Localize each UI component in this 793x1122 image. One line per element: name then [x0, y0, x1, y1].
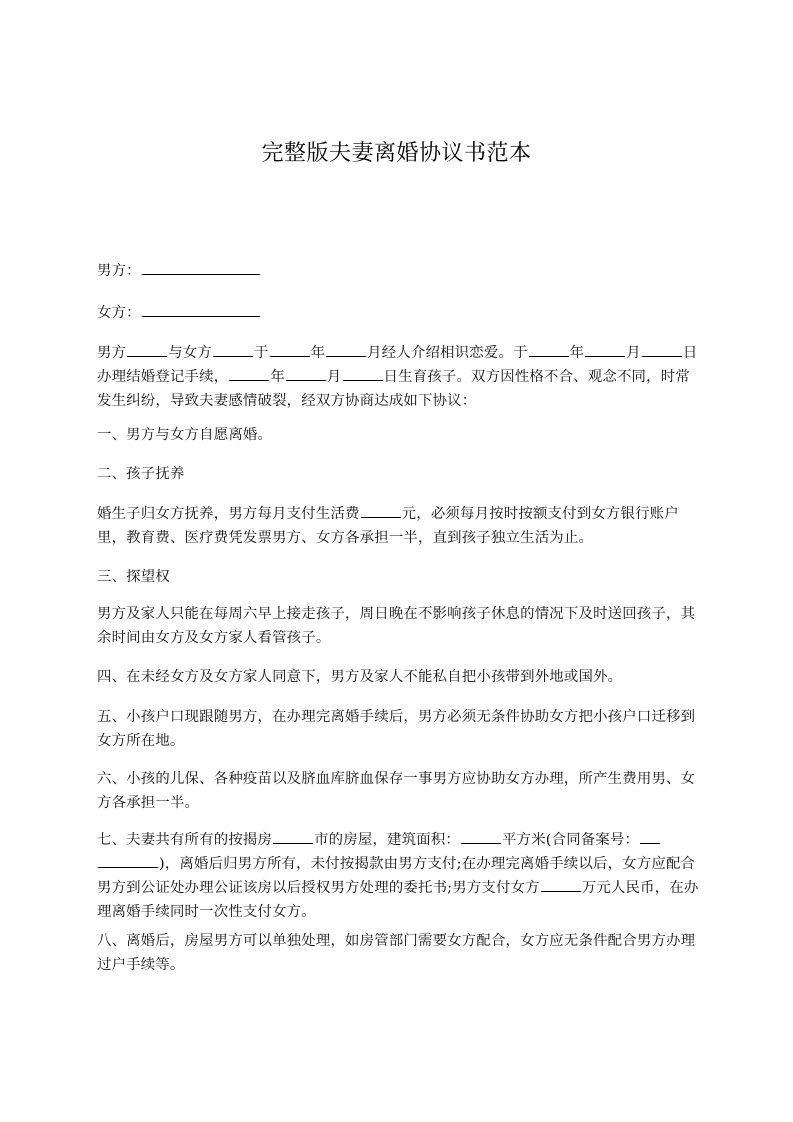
party-female-line	[97, 301, 699, 325]
clause-text: )，离婚后归男方所有，未付按揭款由男方支付;在办理完离婚手续以后，女方应配合男方到公证处办理公证该房以后授权男方处理的委托书;男方支付女方	[97, 856, 696, 896]
clause-8: 八、离婚后，房屋男方可以单独处理，如房管部门需要女方配合，女方应无条件配合男方办理过户手续等。	[97, 933, 696, 973]
intro-text: 于	[253, 345, 269, 361]
clause-3-heading: 三、探望权	[97, 569, 170, 585]
blank-field[interactable]	[326, 341, 366, 357]
intro-text: 与女方	[168, 345, 212, 361]
intro-text: 年	[310, 345, 326, 361]
blank-field[interactable]	[640, 828, 660, 844]
intro-text: 年	[270, 369, 285, 385]
blank-field[interactable]	[273, 828, 313, 844]
clause-5: 五、小孩户口现跟随男方，在办理完离婚手续后，男方必须无条件协助女方把小孩户口迁移到女方所在地。	[97, 709, 696, 749]
blank-field[interactable]	[461, 828, 501, 844]
clause-text: 万元人民币，在办理离婚手续同时一次性支付女方。	[97, 880, 699, 920]
intro-text: 日办理结婚登记手续，	[97, 345, 698, 385]
party-male-label: 男方：	[97, 263, 141, 279]
blank-field[interactable]	[343, 365, 383, 381]
blank-field[interactable]	[585, 341, 625, 357]
clause-7	[97, 828, 699, 924]
intro-text: 月	[626, 345, 641, 361]
blank-field[interactable]	[127, 341, 167, 357]
party-female-label: 女方：	[97, 305, 141, 321]
clause-text: 元，必须每月按时按额支付到女方银行账户里，教育费、医疗费凭发票男方、女方各承担一半，直到孩子独立生活为止。	[97, 506, 679, 546]
blank-field[interactable]	[229, 365, 269, 381]
blank-field[interactable]	[98, 852, 158, 868]
intro-paragraph	[97, 341, 699, 413]
blank-field[interactable]	[270, 341, 310, 357]
blank-field[interactable]	[541, 876, 581, 892]
clause-text: 平方米(合同备案号：	[502, 832, 640, 848]
blank-field[interactable]	[213, 341, 253, 357]
clause-1: 一、男方与女方自愿离婚。	[97, 427, 273, 443]
party-male-line	[97, 259, 699, 283]
intro-text: 日生育孩子。双方因性格不合、观念不同，时常发生纠纷，导致夫妻感情破裂，经双方协商达成如下协议：	[97, 369, 690, 409]
party-female-blank[interactable]	[142, 301, 260, 317]
clause-text: 七、夫妻共有所有的按揭房	[97, 832, 273, 848]
clause-2-heading: 二、孩子抚养	[97, 466, 185, 482]
intro-text: 年	[569, 345, 585, 361]
document-title: 完整版夫妻离婚协议书范本	[261, 141, 532, 166]
blank-field[interactable]	[529, 341, 569, 357]
intro-text: 月	[326, 369, 342, 385]
blank-field[interactable]	[642, 341, 682, 357]
clause-text: 婚生子归女方抚养，男方每月支付生活费	[97, 506, 360, 522]
blank-field[interactable]	[361, 502, 401, 518]
intro-text: 月经人介绍相识恋爱。于	[367, 345, 528, 361]
clause-text: 市的房屋，建筑面积：	[314, 832, 461, 848]
clause-6: 六、小孩的儿保、各种疫苗以及脐血库脐血保存一事男方应协助女方办理，所产生费用男、女方各承担一半。	[97, 771, 696, 811]
clause-4: 四、在未经女方及女方家人同意下，男方及家人不能私自把小孩带到外地或国外。	[97, 669, 623, 685]
clause-3-body: 男方及家人只能在每周六早上接走孩子，周日晚在不影响孩子休息的情况下及时送回孩子，其余时间由女方及女方家人看管孩子。	[97, 606, 696, 646]
party-male-blank[interactable]	[142, 259, 260, 275]
clause-2-body	[97, 502, 699, 550]
intro-text: 男方	[97, 345, 127, 361]
blank-field[interactable]	[286, 365, 326, 381]
